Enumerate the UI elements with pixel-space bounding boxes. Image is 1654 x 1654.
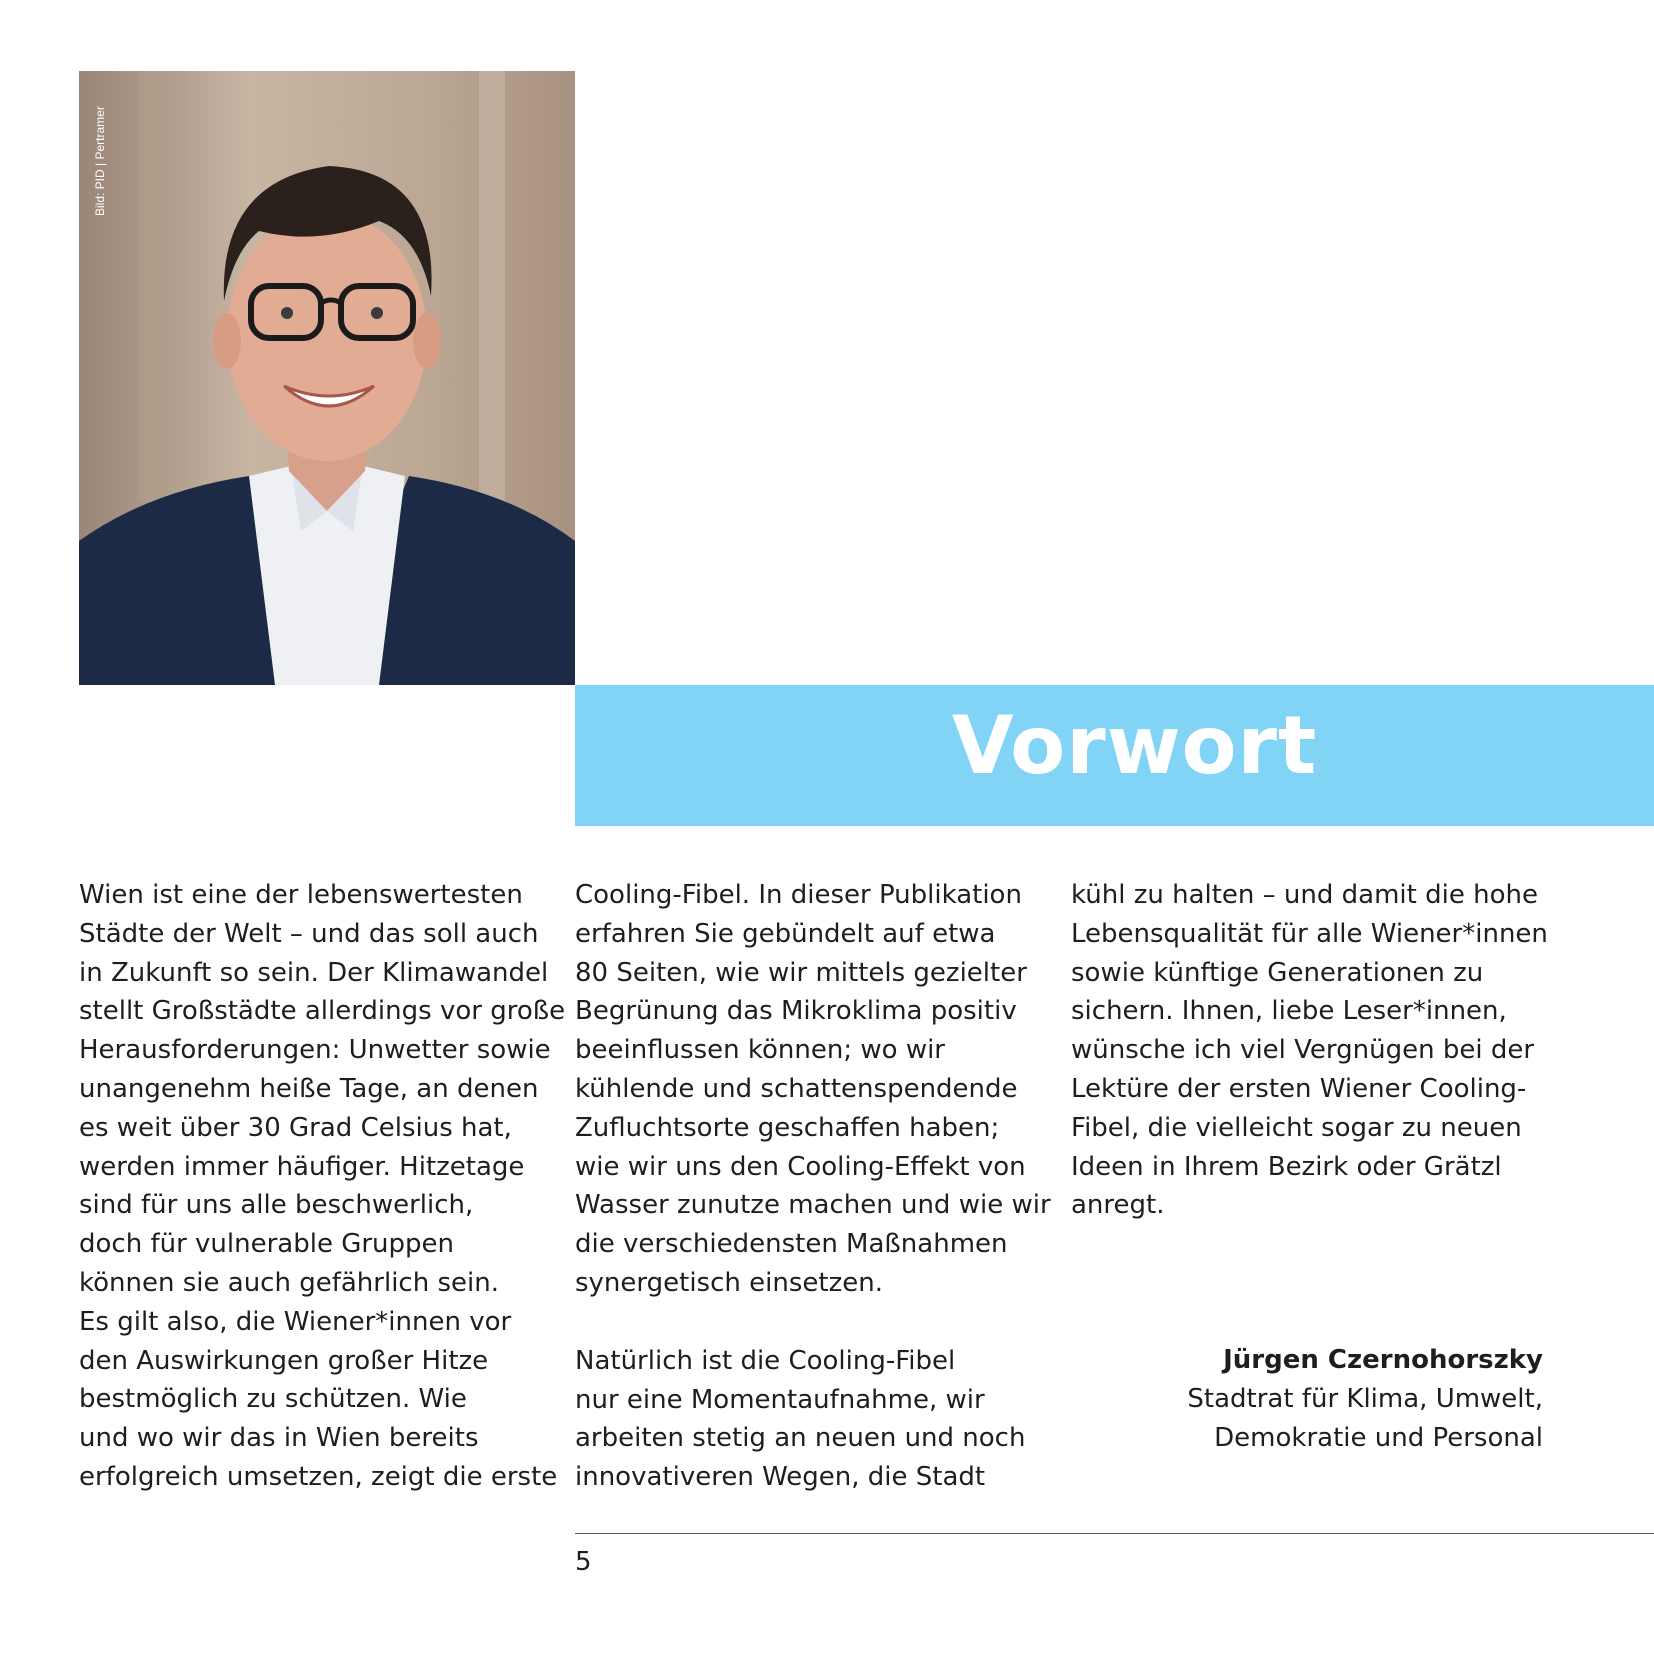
text-line: nur eine Momentaufnahme, wir — [575, 1384, 985, 1415]
signature-name: Jürgen Czernohorszky — [1223, 1345, 1543, 1375]
signature-block — [1187, 1341, 1543, 1457]
text-line: werden immer häufiger. Hitzetage — [79, 1151, 525, 1182]
text-line: Begrünung das Mikroklima positiv — [575, 996, 1017, 1027]
text-line: Herausforderungen: Unwetter sowie — [79, 1035, 551, 1066]
text-line: sind für uns alle beschwerlich, — [79, 1190, 474, 1221]
text-line: sowie künftige Generationen zu — [1071, 957, 1484, 988]
text-line: kühl zu halten – und damit die hohe — [1071, 880, 1538, 910]
text-line: bestmöglich zu schützen. Wie — [79, 1384, 467, 1415]
text-line: Lektüre der ersten Wiener Cooling- — [1071, 1073, 1527, 1104]
text-line: erfahren Sie gebündelt auf etwa — [575, 918, 996, 949]
page-title: Vorwort — [951, 699, 1318, 792]
text-line: Fibel, die vielleicht sogar zu neuen — [1071, 1112, 1522, 1143]
text-line: synergetisch einsetzen. — [575, 1267, 883, 1298]
signature-role-line-1: Stadtrat für Klima, Umwelt, — [1187, 1383, 1543, 1414]
text-line: es weit über 30 Grad Celsius hat, — [79, 1112, 512, 1143]
text-line: in Zukunft so sein. Der Klimawandel — [79, 957, 549, 988]
text-line: Lebensqualität für alle Wiener*innen — [1071, 918, 1548, 949]
text-line: innovativeren Wegen, die Stadt — [575, 1462, 986, 1493]
portrait-photo — [79, 71, 575, 685]
intro-paragraph — [79, 876, 569, 1497]
page-number: 5 — [575, 1547, 592, 1577]
text-line: wie wir uns den Cooling-Effekt von — [575, 1151, 1026, 1182]
text-line: Natürlich ist die Cooling-Fibel — [575, 1345, 956, 1376]
text-line: doch für vulnerable Gruppen — [79, 1229, 455, 1260]
text-line: Wien ist eine der lebenswertesten — [79, 880, 523, 910]
text-column-1 — [79, 876, 569, 1497]
text-line: kühlende und schattenspendende — [575, 1073, 1018, 1104]
text-line: Ideen in Ihrem Bezirk oder Grätzl — [1071, 1151, 1502, 1182]
text-line: Es gilt also, die Wiener*innen vor — [79, 1306, 512, 1337]
text-line: Wasser zunutze machen und wie wir — [575, 1190, 1051, 1221]
paragraph-spacer — [575, 1303, 1065, 1342]
text-line: Cooling-Fibel. In dieser Publikation — [575, 880, 1022, 910]
text-line: beeinflussen können; wo wir — [575, 1035, 945, 1066]
paragraph — [575, 1342, 1065, 1497]
text-line: erfolgreich umsetzen, zeigt die erste — [79, 1461, 558, 1492]
text-line: unangenehm heiße Tage, an denen — [79, 1073, 539, 1104]
paragraph — [575, 876, 1065, 1303]
photo-credit: Bild: PID | Pertramer — [93, 106, 107, 216]
text-column-3 — [1071, 876, 1561, 1225]
text-line: arbeiten stetig an neuen und noch — [575, 1423, 1026, 1454]
text-line: wünsche ich viel Vergnügen bei der — [1071, 1035, 1535, 1066]
text-line: und wo wir das in Wien bereits — [79, 1423, 479, 1454]
text-line: können sie auch gefährlich sein. — [79, 1267, 499, 1298]
text-line: Zufluchtsorte geschaffen haben; — [575, 1112, 1000, 1143]
text-line: 80 Seiten, wie wir mittels gezielter — [575, 957, 1027, 988]
text-column-2 — [575, 876, 1065, 1497]
title-banner — [575, 685, 1654, 826]
text-line: die verschiedensten Maßnahmen — [575, 1229, 1008, 1260]
text-line: anregt. — [1071, 1190, 1165, 1221]
text-line: sichern. Ihnen, liebe Leser*innen, — [1071, 996, 1507, 1027]
signature-role-line-2: Demokratie und Personal — [1214, 1422, 1543, 1453]
text-line: stellt Großstädte allerdings vor große — [79, 996, 566, 1027]
text-line: Städte der Welt – und das soll auch — [79, 918, 539, 949]
footer-divider — [575, 1533, 1654, 1534]
portrait-illustration — [79, 71, 575, 685]
paragraph — [1071, 876, 1561, 1225]
text-line: den Auswirkungen großer Hitze — [79, 1345, 489, 1376]
